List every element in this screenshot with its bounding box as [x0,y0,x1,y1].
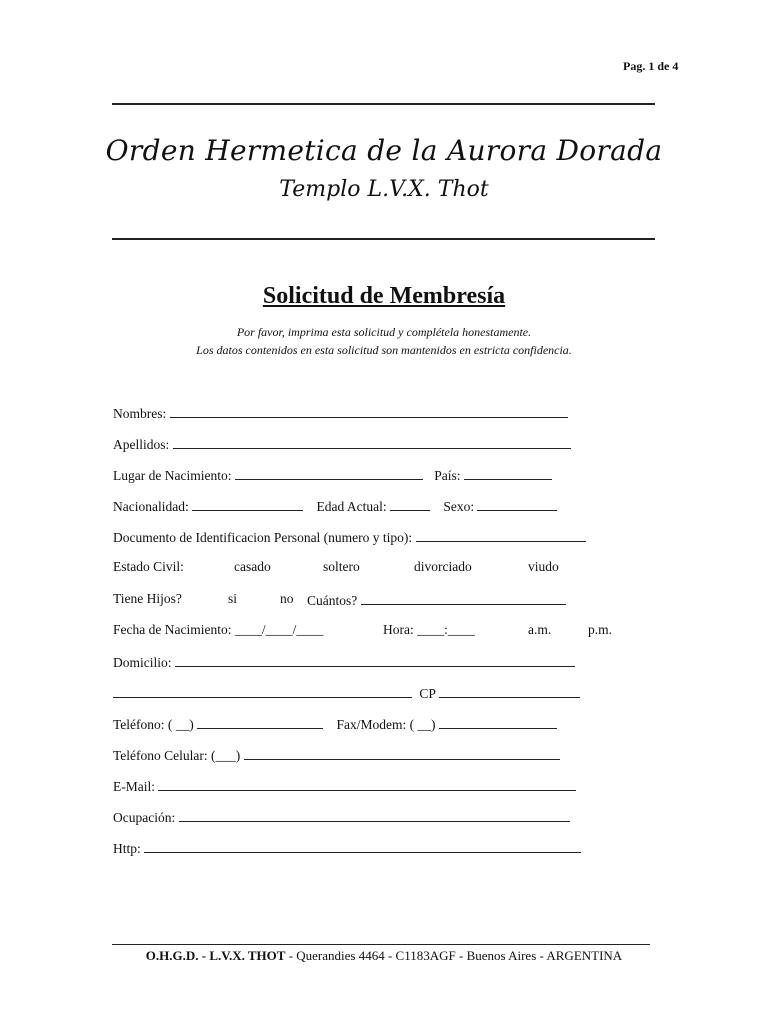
documento-field[interactable] [416,528,586,542]
pais-label: País: [434,468,461,483]
estado-option-divorciado[interactable]: divorciado [414,559,472,574]
ocupacion-row [113,808,570,826]
nombres-field[interactable] [170,404,568,418]
documento-row [113,528,586,546]
celular-field[interactable] [244,746,560,760]
estado-option-soltero[interactable]: soltero [323,559,360,574]
estado-civil-label: Estado Civil: [113,559,184,574]
pais-field[interactable] [464,466,552,480]
nacionalidad-label: Nacionalidad: [113,499,189,514]
hora-option-am[interactable]: a.m. [528,622,552,637]
ocupacion-field[interactable] [179,808,570,822]
nacionalidad-row [113,497,557,515]
apellidos-field[interactable] [173,435,571,449]
telefono-label: Teléfono: ( __) [113,717,194,732]
cuantos-label: Cuántos? [307,593,358,608]
telefono-field[interactable] [197,715,323,729]
intro-line-2: Los datos contenidos en esta solicitud son mantenidos en estricta confidencia. [196,343,572,357]
telefono-row [113,715,557,733]
estado-option-viudo[interactable]: viudo [528,559,559,574]
hijos-option-si[interactable]: si [228,591,238,606]
sexo-label: Sexo: [443,499,475,514]
lugar-nacimiento-row [113,466,552,484]
domicilio-field[interactable] [175,653,575,667]
cp-field[interactable] [439,684,580,698]
fax-label: Fax/Modem: ( __) [336,717,436,732]
hora-field[interactable]: Hora: ____:____ [383,622,475,637]
footer-divider [112,944,650,945]
sexo-field[interactable] [477,497,557,511]
hora-option-pm[interactable]: p.m. [588,622,613,637]
footer [0,948,768,964]
http-label: Http: [113,841,141,856]
domicilio-line2-row [113,684,580,702]
email-label: E-Mail: [113,779,155,794]
edad-field[interactable] [390,497,430,511]
fecha-nacimiento-field[interactable]: Fecha de Nacimiento: ____/____/____ [113,622,324,637]
tiene-hijos-label: Tiene Hijos? [113,591,182,606]
cuantos-row [307,591,566,609]
ocupacion-label: Ocupación: [113,810,176,825]
estado-option-casado[interactable]: casado [234,559,271,574]
domicilio-row [113,653,575,671]
domicilio-line2-field[interactable] [113,684,412,698]
intro-line-1: Por favor, imprima esta solicitud y complétela honestamente. [236,325,532,339]
nacionalidad-field[interactable] [192,497,303,511]
apellidos-label: Apellidos: [113,437,170,452]
celular-row [113,746,560,764]
footer-org: O.H.G.D. - L.V.X. THOT [145,948,286,963]
nombres-row [113,404,568,422]
cp-label: CP [419,686,436,701]
lugar-nacimiento-label: Lugar de Nacimiento: [113,468,232,483]
page-number: Pag. 1 de 4 [623,59,679,73]
apellidos-row [113,435,571,453]
email-row [113,777,576,795]
footer-address: - Querandies 4464 - C1183AGF - Buenos Aires - ARGENTINA [285,948,623,963]
form-title: Solicitud de Membresía [262,283,506,309]
hijos-option-no[interactable]: no [280,591,294,606]
nombres-label: Nombres: [113,406,167,421]
cuantos-field[interactable] [361,591,566,605]
domicilio-label: Domicilio: [113,655,172,670]
temple-name: Templo L.V.X. Thot [279,177,489,202]
celular-label: Teléfono Celular: (___) [113,748,241,763]
documento-label: Documento de Identificacion Personal (numero y tipo): [113,530,413,545]
top-divider [112,103,655,105]
fax-field[interactable] [439,715,557,729]
title-divider [112,238,655,240]
organization-name: Orden Hermetica de la Aurora Dorada [105,134,663,167]
edad-label: Edad Actual: [316,499,387,514]
http-field[interactable] [144,839,581,853]
email-field[interactable] [158,777,576,791]
lugar-nacimiento-field[interactable] [235,466,423,480]
http-row [113,839,581,857]
